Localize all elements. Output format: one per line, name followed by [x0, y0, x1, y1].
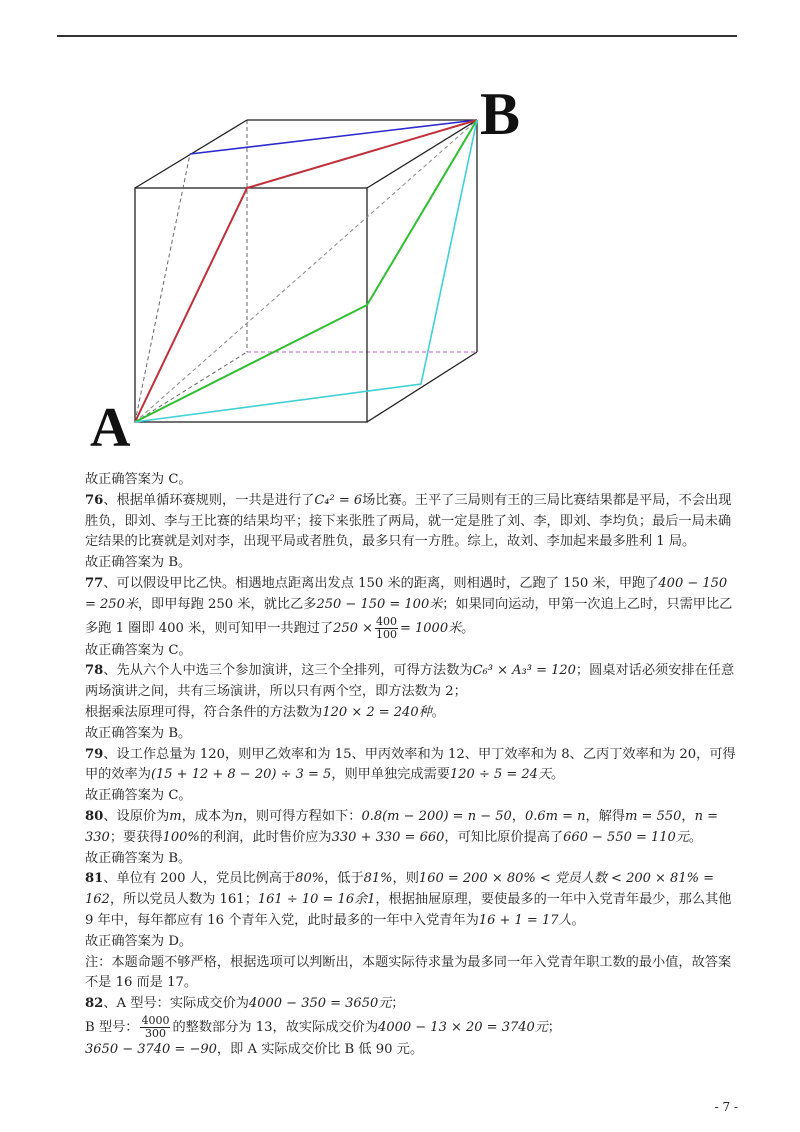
answer-line: 故正确答案为 B。 [85, 555, 192, 571]
answer-line: 故正确答案为 B。 [85, 850, 192, 866]
q81: 81、单位有 200 人，党员比例高于80%，低于81%，则160 = 200 × 80% < 党员人数 < 200 × 81% = 162，所以党员人数为 161；161 ÷ 10 = 16余1，根据抽屉原理，要使最多的一年中入党青年最少，那么其他 9 年中，每年都应有 16 个青年入党，此时最多的一年中入党青年为16 + 1 = 17人。 [85, 871, 732, 928]
q82-c: 3650 − 3740 = −90，即 A 实际成交价比 B 低 90 元。 [85, 1041, 424, 1057]
q79: 79、设工作总量为 120，则甲乙效率和为 15、甲丙效率和为 12、甲丁效率和为 8、乙丙丁效率和为 20，可得甲的效率为(15 + 12 + 8 − 20) ÷ 3 = 5，则甲单独完成需要120 ÷ 5 = 24天。 [85, 746, 736, 783]
q82: 82、A 型号：实际成交价为4000 − 350 = 3650元； [85, 996, 405, 1012]
top-right-edge [367, 120, 477, 188]
q77: 77、可以假设甲比乙快。相遇地点距离出发点 150 米的距离，则相遇时，乙跑了 150 米，甲跑了400 − 150 = 250米，即甲每跑 250 米，就比乙多250 − 150 = 100米；如果同向运动，甲第一次追上乙时，只需甲比乙多跑 1 圈即 400 米，则可知甲一共跑过了250 × $\frac{400}{100}$ = 1000米。 [85, 575, 733, 641]
q78: 78、先从六个人中选三个参加演讲，这三个全排列，可得方法数为C₆³ × A₃³ = 120；圆桌对话必须安排在任意两场演讲之间，共有三场演讲，所以只有两个空，即方法数为 2； [85, 663, 735, 700]
answer-line: 故正确答案为 C。 [85, 472, 192, 487]
bottom-right-edge [367, 352, 477, 422]
dashed-diagonal [135, 120, 477, 422]
cube-figure [85, 62, 525, 454]
q76: 76、根据单循环赛规则，一共是进行了C₄² = 6场比赛。王平了三局则有王的三局比赛结果都是平局，不会出现胜负，即刘、李与王比赛的结果均平；接下来张胜了两局，就一定是胜了刘、李，即刘、李均负；最后一局未确定结果的比赛就是刘对李，出现平局或者胜负，最多只有一方胜。综上，故刘、李加起来最多胜利 1 局。 [85, 492, 732, 550]
answer-line: 故正确答案为 C。 [85, 788, 192, 804]
fraction: $\frac{400}{100}$ [375, 614, 397, 641]
q78-cont: 根据乘法原理可得，符合条件的方法数为120 × 2 = 240种。 [85, 704, 445, 720]
blue-top-segment [190, 120, 477, 154]
label-b: B [480, 81, 521, 147]
q80: 80、设原价为m，成本为n，则可得方程如下：0.8(m − 200) = n − 50，0.6m = n，解得m = 550，n = 330；要获得100%的利润，此时售价应为330 + 330 = 660，可知比原价提高了660 − 550 = 110元。 [85, 808, 718, 845]
fraction: $\frac{4000}{300}$ [141, 1013, 170, 1040]
solution-text [85, 470, 740, 1061]
label-a: A [90, 397, 131, 454]
page-number: - 7 - [714, 1100, 738, 1114]
header-rule [57, 35, 737, 37]
answer-line: 故正确答案为 C。 [85, 642, 192, 658]
answer-line: 故正确答案为 B。 [85, 725, 192, 741]
front-face [135, 188, 367, 422]
answer-line: 故正确答案为 D。 [85, 933, 193, 949]
q82-b: B 型号： $\frac{4000}{300}$ 的整数部分为 13，故实际成交价为4000 − 13 × 20 = 3740元； [85, 1013, 561, 1040]
note: 注：本题命题不够严格，根据选项可以判断出，本题实际待求量为最多同一年入党青年职工数的最小值，故答案不是 16 而是 17。 [85, 954, 732, 991]
